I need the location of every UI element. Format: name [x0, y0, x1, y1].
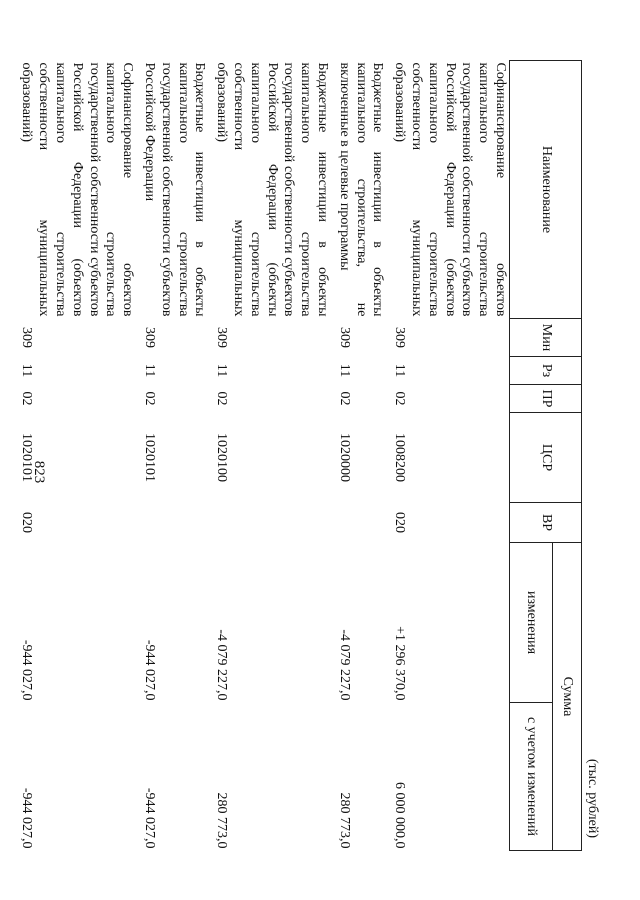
header-pr: ПР [510, 385, 582, 413]
row-name: Бюджетные инвестиции в объекты капитального строительства государственной собственности субъектов Российской Федерации [142, 62, 208, 317]
row-min: 309 [19, 327, 35, 348]
header-with-changes: с учетом изменений [510, 703, 553, 851]
row-vr: 020 [392, 512, 408, 533]
header-min: Мин [510, 319, 582, 357]
header-name: Наименование [510, 61, 582, 319]
row-pr: 02 [214, 391, 230, 406]
row-min: 309 [214, 327, 230, 348]
row-csr: 1020101 [142, 433, 158, 482]
row-total: 6 000 000,0 [392, 782, 408, 849]
row-change: -944 027,0 [19, 639, 35, 701]
row-pr: 02 [19, 391, 35, 406]
row-total: -944 027,0 [142, 787, 158, 849]
page-number: 823 [31, 460, 47, 484]
table-row [136, 61, 208, 851]
row-pr: 02 [142, 391, 158, 406]
row-total: 280 773,0 [214, 792, 230, 849]
row-vr: 020 [19, 512, 35, 533]
header-changes: изменения [510, 543, 553, 703]
table-row [14, 61, 137, 851]
row-change: -4 079 227,0 [214, 629, 230, 701]
row-name: Софинансирование объектов капитального строительства государственной собственности субъектов Российской Федерации (объектов капитального строительства собственности муниципальных образований) [19, 62, 136, 317]
row-change: +1 296 370,0 [392, 626, 408, 701]
row-vr [331, 503, 386, 543]
header-sum: Сумма [553, 543, 582, 851]
header-row [553, 61, 582, 851]
row-change: -4 079 227,0 [336, 629, 352, 701]
row-csr: 1008200 [392, 433, 408, 482]
row-pr: 02 [336, 391, 352, 406]
row-name: Софинансирование объектов капитального строительства государственной собственности субъектов Российской Федерации (объектов капитального строительства собственности муниципальных образований) [392, 62, 508, 317]
row-rz: 11 [336, 363, 352, 378]
row-vr [208, 503, 331, 543]
row-name: Бюджетные инвестиции в объекты капитального строительства государственной собственности субъектов Российской Федерации (объекты капитального строительства собственности муниципальных образований) [214, 62, 331, 317]
row-total: -944 027,0 [19, 787, 35, 849]
header-csr: ЦСР [510, 413, 582, 503]
header-vr: ВР [510, 503, 582, 543]
budget-table [14, 60, 582, 851]
table-row [331, 61, 386, 851]
row-rz: 11 [392, 363, 408, 378]
row-csr: 1020101 [19, 433, 35, 482]
row-pr: 02 [392, 391, 408, 406]
row-name: Бюджетные инвестиции в объекты капитального строительства, не включенные в целевые программы [336, 62, 386, 317]
table-row [208, 61, 331, 851]
row-csr: 1020000 [336, 433, 352, 482]
row-csr: 1020100 [214, 433, 230, 482]
row-min: 309 [142, 327, 158, 348]
row-min: 309 [392, 327, 408, 348]
header-rz: Рз [510, 357, 582, 385]
row-min: 309 [336, 327, 352, 348]
row-rz: 11 [19, 363, 35, 378]
units-note: (тыс. рублей) [585, 758, 600, 838]
row-total: 280 773,0 [336, 792, 352, 849]
row-rz: 11 [142, 363, 158, 378]
row-change: -944 027,0 [142, 639, 158, 701]
row-rz: 11 [214, 363, 230, 378]
row-vr [136, 503, 208, 543]
table-row [386, 61, 509, 851]
